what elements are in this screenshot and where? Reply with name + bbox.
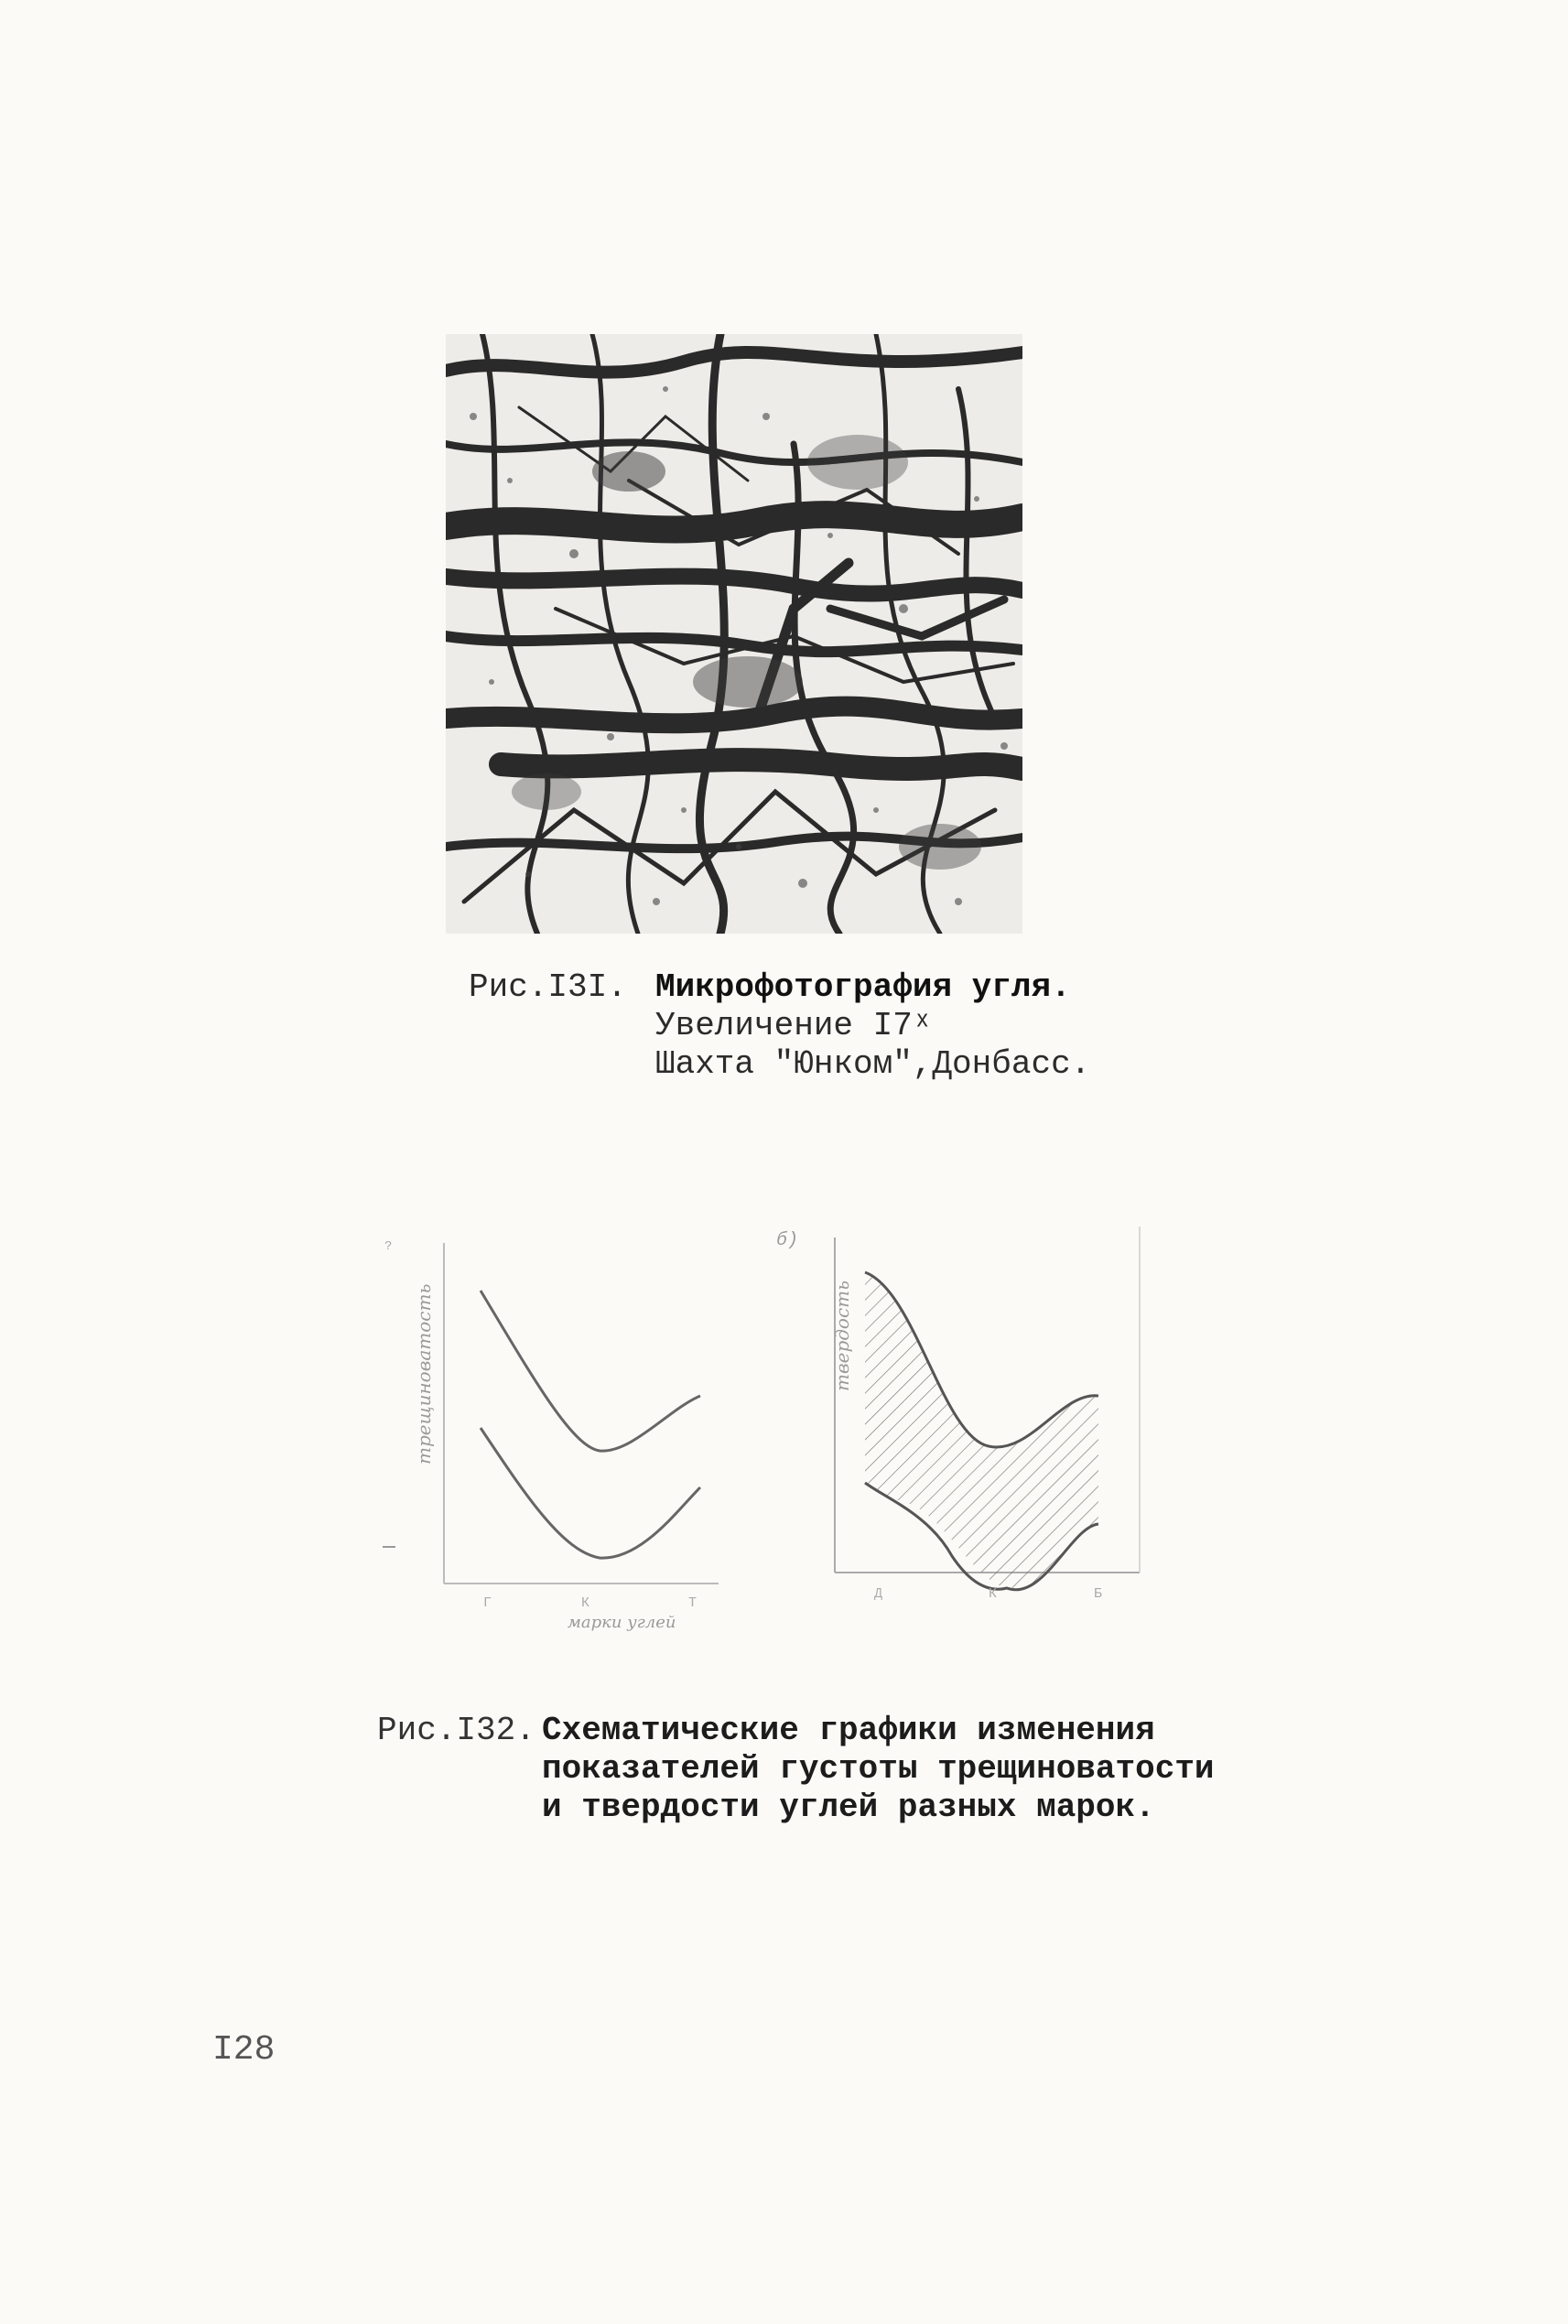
figure-132-caption-line-3: и твердости углей разных марок. xyxy=(542,1789,1155,1826)
right-x-tick-3: Б xyxy=(1094,1586,1103,1602)
right-axis-label: твердость xyxy=(831,1280,853,1391)
left-tick-top: ? xyxy=(384,1239,393,1254)
figure-131-source: Шахта "Юнком",Донбасс. xyxy=(655,1045,1091,1083)
right-x-tick-2: К xyxy=(989,1586,998,1602)
right-x-tick-1: Д xyxy=(874,1586,883,1602)
left-x-label: марки углей xyxy=(568,1613,676,1632)
hatched-band xyxy=(865,1272,1098,1590)
right-panel xyxy=(776,1227,1140,1602)
left-panel xyxy=(383,1239,719,1632)
left-x-tick-2: К xyxy=(581,1595,590,1611)
figure-131-magnification: Увеличение I7ˣ xyxy=(655,1007,933,1044)
panel-b-letter: б) xyxy=(776,1230,799,1251)
left-axis-label: трещиноватость xyxy=(413,1283,435,1465)
figure-132-label: Рис.I32. xyxy=(377,1712,535,1749)
upper-curve xyxy=(481,1291,700,1451)
figure-132-caption-line-2: показателей густоты трещиноватости xyxy=(542,1750,1215,1788)
figure-132-graphs xyxy=(366,1208,1172,1638)
page-number: I28 xyxy=(212,2030,276,2070)
left-x-tick-3: Т xyxy=(688,1595,697,1611)
coal-micrograph xyxy=(446,334,1022,934)
left-x-tick-1: Г xyxy=(483,1595,492,1611)
figure-131-label: Рис.I3I. xyxy=(469,968,627,1006)
figure-131-title: Микрофотография угля. xyxy=(655,968,1071,1006)
figure-132-caption-line-1: Схематические графики изменения xyxy=(542,1712,1155,1749)
